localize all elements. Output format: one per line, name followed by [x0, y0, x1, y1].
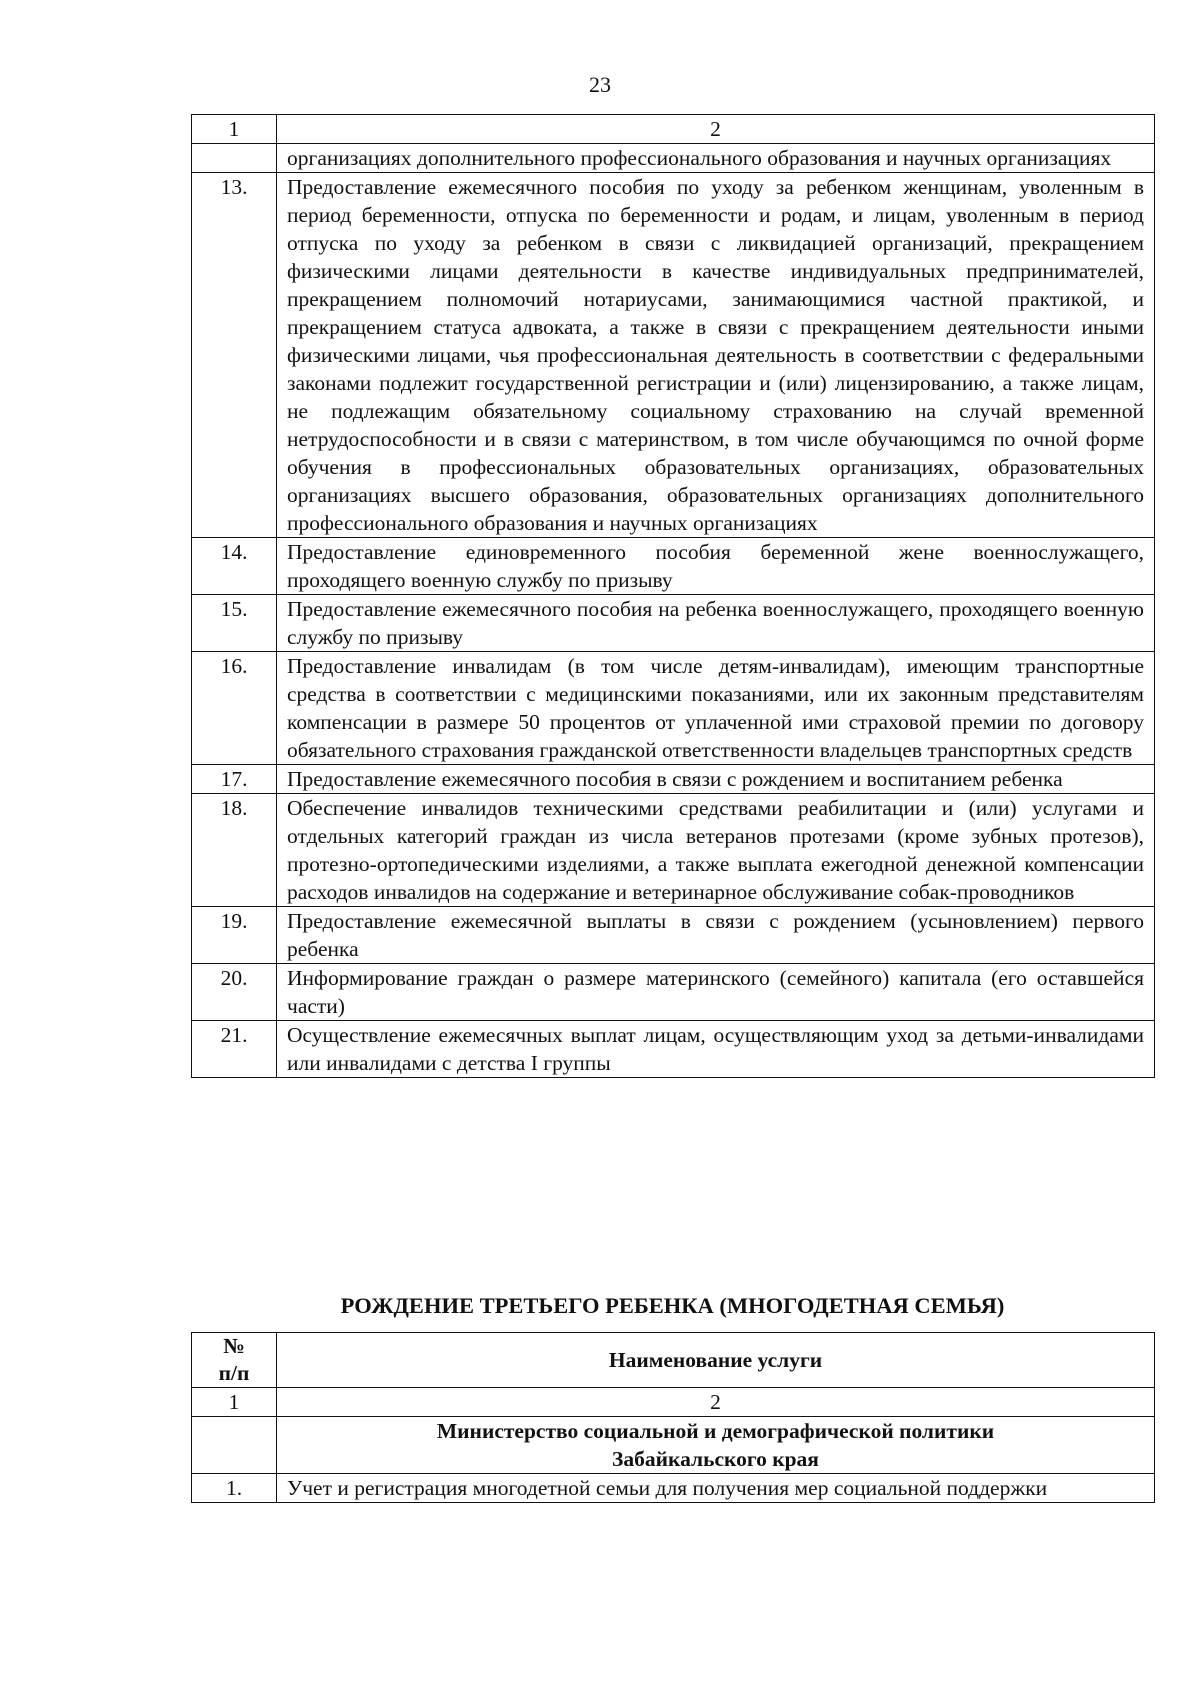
index-col-1: 1 [192, 115, 277, 144]
service-name: Предоставление ежемесячного пособия по уходу за ребенком женщинам, уволенным в период беременности, отпуска по беременности и родам, и лицам, уволенным в период отпуска по уходу за ребенком в связи с ликвидацией организаций, прекращением физическими лицами деятельности в качестве индивидуальных предпринимателей, прекращением полномочий нотариусами, занимающимися частной практикой, и прекращением статуса адвоката, а также в связи с прекращением деятельности иными физическими лицами, чья профессиональная деятельность в соответствии с федеральными законами подлежит государственной регистрации и (или) лицензированию, а также лицам, не подлежащим обязательному социальному страхованию на случай временной нетрудоспособности и в связи с материнством, в том числе обучающимся по очной форме обучения в профессиональных образовательных организациях, образовательных организациях высшего образования, образовательных организациях дополнительного профессионального образования и научных организациях [277, 173, 1155, 538]
service-name: Предоставление ежемесячного пособия в связи с рождением и воспитанием ребенка [277, 765, 1155, 794]
row-number: 14. [192, 538, 277, 595]
number-header-line2: п/п [218, 1361, 250, 1385]
index-col-2: 2 [277, 115, 1155, 144]
services-table-continuation [191, 114, 1155, 1078]
row-number: 18. [192, 794, 277, 907]
row-number: 21. [192, 1021, 277, 1078]
service-name: Информирование граждан о размере материнского (семейного) капитала (его оставшейся части) [277, 964, 1155, 1021]
row-number: 1. [192, 1474, 277, 1503]
ministry-name-line1: Министерство социальной и демографической политики [436, 1419, 995, 1443]
number-column-header [192, 1333, 277, 1388]
table-row [192, 907, 1155, 964]
table-row [192, 765, 1155, 794]
table-row [192, 794, 1155, 907]
service-name: Обеспечение инвалидов техническими средствами реабилитации и (или) услугами и отдельных категорий граждан из числа ветеранов протезами (кроме зубных протезов), протезно-ортопедическими изделиями, а также выплата ежегодной денежной компенсации расходов инвалидов на содержание и ветеринарное обслуживание собак-проводников [277, 794, 1155, 907]
ministry-row [192, 1417, 1155, 1474]
table-row [192, 538, 1155, 595]
table-row [192, 144, 1155, 173]
service-name: Предоставление инвалидам (в том числе детям-инвалидам), имеющим транспортные средства в соответствии с медицинскими показаниями, или их законным представителям компенсации в размере 50 процентов от уплаченной ими страховой премии по договору обязательного страхования гражданской ответственности владельцев транспортных средств [277, 652, 1155, 765]
service-name: Учет и регистрация многодетной семьи для получения мер социальной поддержки [277, 1474, 1155, 1503]
ministry-name-line2: Забайкальского края [612, 1447, 819, 1471]
row-number: 20. [192, 964, 277, 1021]
table-row [192, 173, 1155, 538]
table-row [192, 964, 1155, 1021]
table-index-row [192, 115, 1155, 144]
row-number: 19. [192, 907, 277, 964]
section-title: РОЖДЕНИЕ ТРЕТЬЕГО РЕБЕНКА (МНОГОДЕТНАЯ СЕМЬЯ) [340, 1293, 1005, 1318]
row-number: 16. [192, 652, 277, 765]
table-row [192, 595, 1155, 652]
index-col-1: 1 [192, 1388, 277, 1417]
row-number: 13. [192, 173, 277, 538]
row-number: 15. [192, 595, 277, 652]
table-header-row [192, 1333, 1155, 1388]
service-name: Предоставление ежемесячного пособия на ребенка военнослужащего, проходящего военную службу по призыву [277, 595, 1155, 652]
index-col-2: 2 [277, 1388, 1155, 1417]
table-index-row [192, 1388, 1155, 1417]
ministry-empty-cell [192, 1417, 277, 1474]
service-name: организациях дополнительного профессионального образования и научных организациях [277, 144, 1155, 173]
service-name: Осуществление ежемесячных выплат лицам, осуществляющим уход за детьми-инвалидами или инвалидами с детства I группы [277, 1021, 1155, 1078]
table-row [192, 652, 1155, 765]
third-child-services-table [191, 1332, 1155, 1503]
number-header-line1: № [223, 1334, 245, 1358]
table-row [192, 1021, 1155, 1078]
service-name: Предоставление единовременного пособия беременной жене военнослужащего, проходящего военную службу по призыву [277, 538, 1155, 595]
row-number [192, 144, 277, 173]
page-number: 23 [589, 72, 611, 97]
ministry-name [277, 1417, 1155, 1474]
row-number: 17. [192, 765, 277, 794]
table-row [192, 1474, 1155, 1503]
service-name: Предоставление ежемесячной выплаты в связи с рождением (усыновлением) первого ребенка [277, 907, 1155, 964]
name-column-header: Наименование услуги [277, 1333, 1155, 1388]
